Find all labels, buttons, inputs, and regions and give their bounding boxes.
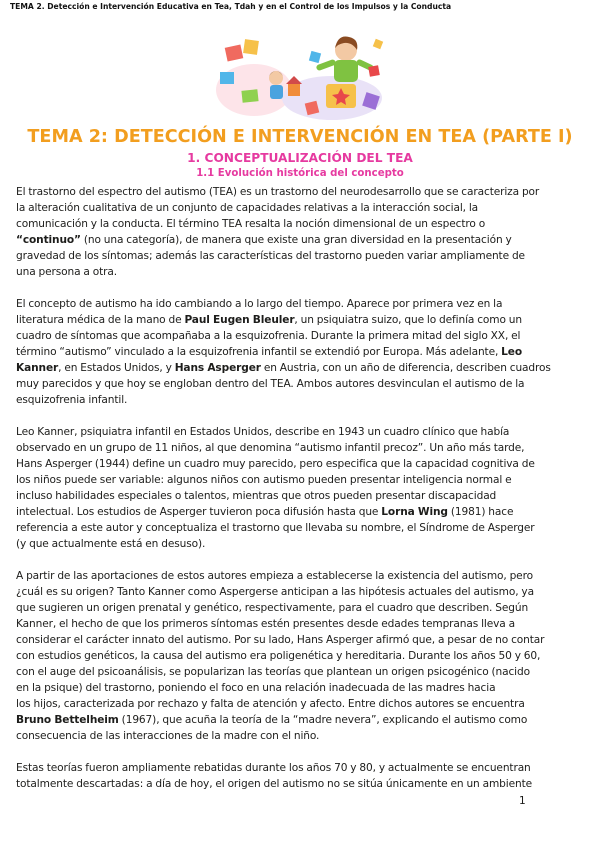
text-line bbox=[16, 312, 576, 328]
text-run: los hijos, caracterizada por rechazo y falta de atención y afecto. Entre dichos autores se encuentra bbox=[16, 698, 525, 710]
text-run: totalmente descartadas: a día de hoy, el origen del autismo no se sitúa únicamente en un ambiente bbox=[16, 778, 533, 790]
text-run: (y que actualmente está en desuso). bbox=[16, 538, 206, 550]
bold-term: Leo bbox=[501, 346, 523, 358]
text-line bbox=[16, 360, 576, 376]
text-run: en la psique) del trastorno, poniendo el foco en una relación inadecuada de las madres hacia bbox=[16, 682, 496, 694]
text-run: comunicación y la conducta. El término TEA resalta la noción dimensional de un espectro o bbox=[16, 218, 486, 230]
section-heading: 1. CONCEPTUALIZACIÓN DEL TEA bbox=[187, 151, 413, 165]
text-line bbox=[16, 728, 576, 744]
bold-term: Hans Asperger bbox=[174, 362, 261, 374]
text-line bbox=[16, 632, 576, 648]
paragraph-gap bbox=[16, 280, 576, 296]
text-line bbox=[16, 200, 576, 216]
falling-block bbox=[373, 39, 383, 49]
text-line bbox=[16, 520, 576, 536]
text-line bbox=[16, 392, 576, 408]
text-line bbox=[16, 536, 576, 552]
text-line bbox=[16, 344, 576, 360]
text-run: A partir de las aportaciones de estos autores empieza a establecerse la existencia del autismo, pero bbox=[16, 570, 533, 582]
text-line bbox=[16, 760, 576, 776]
text-line bbox=[16, 264, 576, 280]
text-line bbox=[16, 376, 576, 392]
bold-term: “continuo” bbox=[16, 234, 81, 246]
text-run: , un psiquiatra suizo, que lo definía como un bbox=[294, 314, 522, 326]
text-run: Kanner, el hecho de que los primeros síntomas estén presentes desde edades tempranas lleva a bbox=[16, 618, 515, 630]
big-child-shirt bbox=[334, 60, 358, 82]
paragraph-gap bbox=[16, 408, 576, 424]
text-run: El trastorno del espectro del autismo (TEA) es un trastorno del neurodesarrollo que se caracteriza por bbox=[16, 186, 540, 198]
text-run: en Austria, con un año de diferencia, describen cuadros bbox=[260, 362, 551, 374]
text-run: que sugieren un origen prenatal y genético, respectivamente, para el cuadro que describen. Según bbox=[16, 602, 529, 614]
text-line bbox=[16, 712, 576, 728]
text-line bbox=[16, 648, 576, 664]
bold-term: Kanner bbox=[16, 362, 59, 374]
text-run: cuadro de síntomas que acompañaba a la esquizofrenia. Durante la primera mitad del siglo XX, el bbox=[16, 330, 521, 342]
text-line bbox=[16, 456, 576, 472]
page-title: TEMA 2: DETECCIÓN E INTERVENCIÓN EN TEA (PARTE I) bbox=[27, 127, 573, 147]
text-line bbox=[16, 504, 576, 520]
text-run: (1967), que acuña la teoría de la “madre nevera”, explicando el autismo como bbox=[118, 714, 528, 726]
text-line bbox=[16, 232, 576, 248]
toy-house bbox=[288, 84, 300, 96]
hero-illustration bbox=[214, 28, 390, 122]
text-run: literatura médica de la mano de bbox=[16, 314, 185, 326]
text-line bbox=[16, 600, 576, 616]
text-run: (1981) hace bbox=[447, 506, 514, 518]
text-run: incluso habilidades especiales o talentos, mientras que otros pueden presentar discapacidad bbox=[16, 490, 497, 502]
text-run: muy parecidos y que hoy se engloban dentro del TEA. Ambos autores desvinculan el autismo de la bbox=[16, 378, 525, 390]
bold-term: Paul Eugen Bleuler bbox=[184, 314, 295, 326]
page-number: 1 bbox=[519, 795, 526, 807]
text-run: , en Estados Unidos, y bbox=[58, 362, 175, 374]
text-line bbox=[16, 616, 576, 632]
text-run: con el auge del psicoanálisis, se popularizan las teorías que plantean un origen psicogénico (nacido bbox=[16, 666, 530, 678]
child-body bbox=[270, 85, 283, 99]
text-line bbox=[16, 328, 576, 344]
text-run: intelectual. Los estudios de Asperger tuvieron poca difusión hasta que bbox=[16, 506, 382, 518]
child-head bbox=[269, 71, 283, 85]
held-block bbox=[309, 51, 321, 63]
building-block bbox=[220, 72, 234, 84]
text-run: consecuencia de las interacciones de la madre con el niño. bbox=[16, 730, 320, 742]
text-line bbox=[16, 424, 576, 440]
text-line bbox=[16, 696, 576, 712]
building-block bbox=[241, 89, 258, 103]
text-run: considerar el carácter innato del autismo. Por su lado, Hans Asperger afirmó que, a pesar de no contar bbox=[16, 634, 545, 646]
text-line bbox=[16, 440, 576, 456]
paragraph bbox=[16, 184, 576, 280]
text-line bbox=[16, 584, 576, 600]
text-line bbox=[16, 680, 576, 696]
paragraph-gap bbox=[16, 552, 576, 568]
text-line bbox=[16, 216, 576, 232]
bold-term: Lorna Wing bbox=[381, 506, 448, 518]
text-run: Hans Asperger (1944) define un cuadro muy parecido, pero especifica que la capacidad cognitiva de bbox=[16, 458, 535, 470]
text-run: ¿cuál es su origen? Tanto Kanner como Aspergerse anticipan a las hipótesis actuales del autismo, ya bbox=[16, 586, 534, 598]
subsection-heading: 1.1 Evolución histórica del concepto bbox=[196, 168, 404, 179]
building-block bbox=[243, 39, 259, 55]
paragraph-gap bbox=[16, 744, 576, 760]
text-line bbox=[16, 472, 576, 488]
text-run: (no una categoría), de manera que existe una gran diversidad en la presentación y bbox=[80, 234, 512, 246]
bold-term: Bruno Bettelheim bbox=[16, 714, 119, 726]
text-line bbox=[16, 296, 576, 312]
paragraph bbox=[16, 296, 576, 408]
running-header: TEMA 2. Detección e Intervención Educativa en Tea, Tdah y en el Control de los Impulsos y la Conducta bbox=[10, 2, 452, 11]
text-run: una persona a otra. bbox=[16, 266, 117, 278]
text-line bbox=[16, 664, 576, 680]
text-run: Leo Kanner, psiquiatra infantil en Estados Unidos, describe en 1943 un cuadro clínico que había bbox=[16, 426, 510, 438]
text-line bbox=[16, 776, 576, 792]
text-line bbox=[16, 568, 576, 584]
paragraph bbox=[16, 568, 576, 744]
text-run: referencia a este autor y conceptualiza el trastorno que llevaba su nombre, el Síndrome de Asperger bbox=[16, 522, 535, 534]
text-line bbox=[16, 184, 576, 200]
building-block bbox=[225, 44, 244, 61]
text-run: la alteración cualitativa de un conjunto de capacidades relativas a la interacción social, la bbox=[16, 202, 479, 214]
text-run: observado en un grupo de 11 niños, al que denomina “autismo infantil precoz”. Un año más tarde, bbox=[16, 442, 525, 454]
text-run: Estas teorías fueron ampliamente rebatidas durante los años 70 y 80, y actualmente se encuentran bbox=[16, 762, 531, 774]
body-text bbox=[16, 184, 576, 792]
text-run: El concepto de autismo ha ido cambiando a lo largo del tiempo. Aparece por primera vez en la bbox=[16, 298, 503, 310]
text-run: esquizofrenia infantil. bbox=[16, 394, 128, 406]
text-line bbox=[16, 488, 576, 504]
text-run: con estudios genéticos, la causa del autismo era poligenética y hereditaria. Durante los años 50 y 60, bbox=[16, 650, 541, 662]
text-run: gravedad de los síntomas; además las características del trastorno pueden variar ampliamente de bbox=[16, 250, 525, 262]
text-line bbox=[16, 248, 576, 264]
text-run: los niños puede ser variable: algunos niños con autismo pueden presentar inteligencia normal e bbox=[16, 474, 512, 486]
paragraph bbox=[16, 424, 576, 552]
paragraph bbox=[16, 760, 576, 792]
text-run: término “autismo” vinculado a la esquizofrenia infantil se extendió por Europa. Más adelante, bbox=[16, 346, 502, 358]
held-block bbox=[368, 65, 380, 77]
